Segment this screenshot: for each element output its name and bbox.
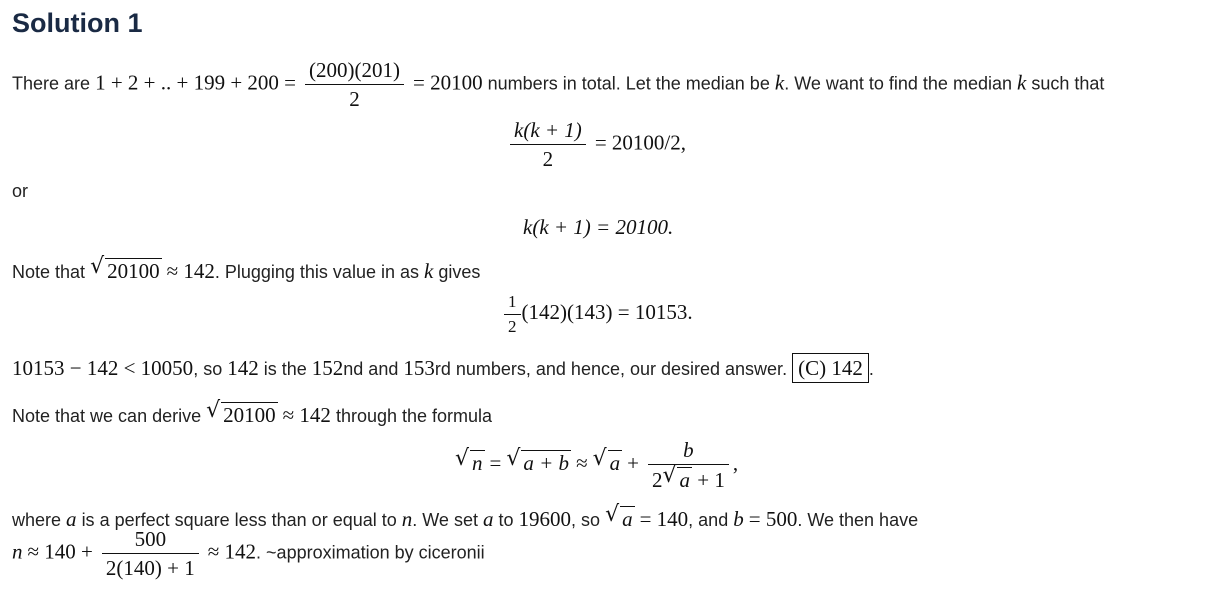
math-fraction [648,438,729,492]
fraction-numerator: b [648,438,729,465]
text: such that [1031,73,1105,94]
math-number: 153 [403,356,435,380]
credit-text: . ~approximation by ciceronii [256,542,485,563]
text-or: or [12,181,29,201]
math-sqrt [605,506,635,532]
sqrt-argument: a + b [523,450,570,475]
math-sqrt [90,258,162,284]
math-result: = 20100 [413,70,483,95]
text: numbers in total. Let the median be [487,73,770,94]
text: , so [193,359,223,379]
math-sqrt [455,450,485,476]
text: . We want to find the median [784,73,1012,94]
math-var-n: n [401,507,413,531]
text: . Plugging this value in as [214,262,419,282]
math-equals: = [489,450,502,475]
paragraph-sqrt-estimate [12,258,480,284]
paragraph-answer [12,356,874,381]
math-var-b: b [733,507,744,531]
math-approx: ≈ [576,450,588,475]
sqrt-argument: a [622,507,633,531]
math-plus: + [627,450,639,475]
math-var-a: a [66,507,77,531]
math-sqrt [662,467,692,492]
fraction-denominator: 2(140) + 1 [105,556,195,581]
sqrt-argument: a [679,468,690,493]
page-title: Solution 1 [12,8,143,38]
math-var-a: a [482,507,494,531]
math-expression: ≈ 140 + [27,539,93,564]
math-var-k: k [424,259,434,283]
math-fraction [305,58,404,111]
text: , so [571,510,601,530]
math-equals-value: = 140 [639,507,689,531]
equation-product [523,215,673,240]
den-coef: 2 [651,468,663,493]
fraction-numerator: k(k + 1) [510,118,586,145]
text: to [498,510,514,530]
math-var-k: k [774,70,785,95]
text: . [868,359,874,379]
fraction-denominator [648,465,729,492]
text: , and [688,510,729,530]
math-sqrt [506,450,571,476]
text: where [12,510,62,530]
fraction-numerator: (200)(201) [305,58,404,85]
math-sqrt [593,450,623,476]
text: through the formula [335,406,493,426]
math-approx: ≈ 142 [166,259,215,283]
text: rd numbers, and hence, our desired answer. [434,359,788,379]
fraction-numerator: 500 [102,527,199,554]
paragraph-derive [12,402,492,428]
math-inequality: 10153 − 142 < 10050 [12,356,194,380]
fraction-denominator: 2 [542,147,554,172]
math-approx: ≈ 142 [282,403,331,427]
math-fraction-half [504,292,521,336]
equation-plug-in [503,292,693,336]
math-equals-value: = 500 [748,507,798,531]
text: There are [12,73,91,94]
math-number: 142 [227,356,259,380]
den-tail: + 1 [697,468,725,493]
text: is the [263,359,307,379]
paragraph-total-count [12,58,1104,111]
equation-approx-formula [455,438,738,492]
sqrt-argument: a [609,450,621,475]
paragraph-final-approx [12,527,485,580]
math-var-n: n [12,539,23,564]
text: Note that we can derive [12,406,202,426]
math-sum: 1 + 2 + .. + 199 + 200 = [95,70,297,95]
math-rhs: = 20100/2, [594,130,687,155]
math-approx: ≈ 142 [207,539,257,564]
sqrt-argument: 20100 [223,403,276,427]
math-fraction [510,118,586,171]
sqrt-argument: 20100 [107,259,160,283]
equation-median-half [506,118,686,171]
answer-box: (C) 142 [792,353,869,383]
math-rhs: (142)(143) = 10153. [521,299,693,324]
math-expression: k(k + 1) = 20100. [523,215,674,239]
text: . We set [412,510,478,530]
fraction-numerator: 1 [504,292,521,315]
sqrt-argument: n [472,450,483,475]
fraction-denominator: 2 [349,87,360,112]
text: nd and [343,359,399,379]
math-number: 152 [311,356,344,380]
fraction-denominator: 2 [508,316,517,336]
math-fraction [102,527,199,580]
text: Note that [12,262,86,282]
text: gives [438,262,481,282]
math-sqrt [206,402,278,428]
text: . We then have [797,510,919,530]
math-number: 19600 [518,507,572,531]
math-comma: , [732,450,739,475]
text: is a perfect square less than or equal to [81,510,397,530]
math-var-k: k [1017,70,1027,95]
